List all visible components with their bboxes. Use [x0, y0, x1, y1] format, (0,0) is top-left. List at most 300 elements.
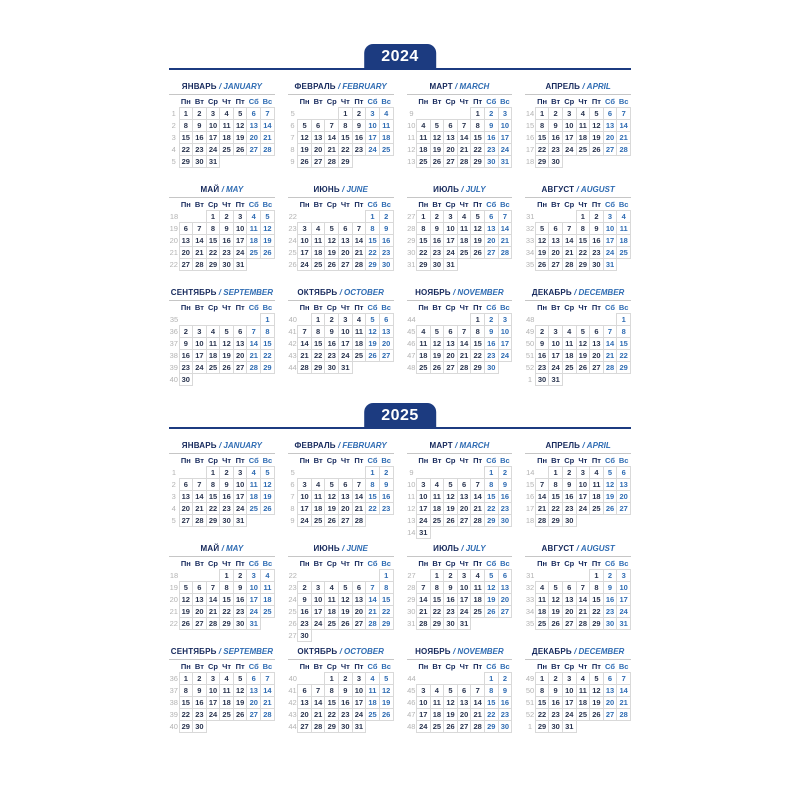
- week-number: 42: [288, 698, 297, 707]
- day-header-row: [288, 96, 393, 108]
- date-cell: 15: [617, 338, 631, 350]
- week-row: [407, 618, 512, 630]
- date-cell: 22: [379, 606, 393, 618]
- date-cell: 15: [535, 697, 549, 709]
- date-cell: 2: [444, 570, 458, 582]
- date-cell: 14: [247, 338, 261, 350]
- month-september-2024: [169, 288, 275, 391]
- day-header-Сб: Сб: [605, 97, 615, 106]
- month-grid: [288, 455, 394, 527]
- date-cell: 4: [311, 223, 325, 235]
- date-cell: 26: [379, 709, 393, 721]
- day-header-Ср: Ср: [445, 97, 456, 107]
- date-cell: 3: [352, 673, 366, 685]
- date-cell: 16: [379, 491, 393, 503]
- date-cell: 16: [220, 235, 234, 247]
- week-row: [288, 503, 393, 515]
- date-cell: 21: [562, 247, 576, 259]
- week-row: [525, 685, 630, 697]
- date-cell: 15: [549, 491, 563, 503]
- date-cell: 19: [576, 350, 590, 362]
- date-cell: 12: [220, 338, 234, 350]
- date-cell: 7: [298, 326, 312, 338]
- week-row: [169, 120, 274, 132]
- empty-cell: [444, 527, 458, 539]
- date-cell: 29: [206, 515, 220, 527]
- date-cell: 27: [247, 709, 261, 721]
- week-number: 21: [169, 248, 178, 257]
- date-cell: 22: [417, 247, 431, 259]
- day-header-row: [407, 302, 512, 314]
- date-cell: 15: [179, 132, 193, 144]
- date-cell: 1: [366, 467, 380, 479]
- date-cell: 18: [576, 697, 590, 709]
- date-cell: 21: [417, 606, 431, 618]
- date-cell: 27: [247, 144, 261, 156]
- date-cell: 9: [484, 326, 498, 338]
- week-row: [407, 467, 512, 479]
- date-cell: 29: [325, 721, 339, 733]
- date-cell: 24: [562, 144, 576, 156]
- date-cell: 2: [233, 570, 247, 582]
- date-cell: 5: [444, 479, 458, 491]
- date-cell: 5: [484, 570, 498, 582]
- date-cell: 29: [590, 618, 604, 630]
- week-row: [525, 362, 630, 374]
- date-cell: 1: [206, 467, 220, 479]
- day-header-Сб: Сб: [486, 303, 497, 312]
- date-cell: 24: [193, 362, 207, 374]
- day-header-Пн: Пн: [418, 662, 429, 672]
- week-number: 43: [288, 351, 297, 360]
- empty-cell: [193, 374, 207, 386]
- date-cell: 29: [549, 515, 563, 527]
- date-cell: 17: [352, 697, 366, 709]
- day-header-Вт: Вт: [194, 559, 204, 569]
- empty-cell: [430, 467, 444, 479]
- day-header-Чт: Чт: [340, 97, 350, 106]
- date-cell: 23: [193, 144, 207, 156]
- empty-cell: [352, 211, 366, 223]
- date-cell: 29: [339, 156, 353, 168]
- day-header-Ср: Ср: [564, 200, 575, 210]
- week-row: [169, 594, 274, 606]
- week-row: [407, 132, 512, 144]
- date-cell: 27: [298, 721, 312, 733]
- day-header-Чт: Чт: [578, 97, 588, 106]
- week-number: 5: [171, 157, 176, 166]
- date-cell: 13: [562, 594, 576, 606]
- date-cell: 11: [576, 685, 590, 697]
- day-header-Пн: Пн: [180, 97, 191, 106]
- week-number: 31: [526, 212, 535, 221]
- week-row: [525, 697, 630, 709]
- week-number: 27: [288, 631, 297, 640]
- week-row: [525, 223, 630, 235]
- week-number: 11: [407, 133, 416, 142]
- date-cell: 20: [247, 132, 261, 144]
- date-cell: 11: [220, 685, 234, 697]
- week-row: [169, 709, 274, 721]
- date-cell: 31: [352, 721, 366, 733]
- date-cell: 12: [590, 685, 604, 697]
- date-cell: 7: [261, 108, 275, 120]
- day-header-Пн: Пн: [418, 303, 429, 313]
- date-cell: 7: [261, 673, 275, 685]
- date-cell: 5: [233, 108, 247, 120]
- date-cell: 15: [220, 594, 234, 606]
- date-cell: 19: [535, 247, 549, 259]
- date-cell: 19: [261, 491, 275, 503]
- date-cell: 27: [352, 618, 366, 630]
- day-header-Вс: Вс: [262, 662, 273, 671]
- date-cell: 21: [193, 503, 207, 515]
- week-row: [288, 350, 393, 362]
- week-number: 37: [169, 339, 178, 348]
- date-cell: 1: [430, 570, 444, 582]
- week-number: 18: [169, 212, 179, 221]
- date-cell: 20: [193, 606, 207, 618]
- date-cell: 2: [535, 326, 549, 338]
- date-cell: 30: [484, 156, 498, 168]
- week-row: [288, 362, 393, 374]
- date-cell: 3: [206, 108, 220, 120]
- week-number: 18: [169, 571, 179, 580]
- date-cell: 14: [417, 594, 431, 606]
- date-cell: 23: [444, 606, 458, 618]
- day-header-Вт: Вт: [194, 200, 204, 210]
- day-header-Сб: Сб: [367, 200, 378, 209]
- month-grid: [525, 96, 631, 168]
- date-cell: 1: [576, 211, 590, 223]
- date-cell: 21: [193, 247, 207, 259]
- week-number: 5: [290, 109, 295, 118]
- day-header-Сб: Сб: [605, 456, 615, 465]
- date-cell: 19: [325, 503, 339, 515]
- date-cell: 7: [366, 582, 380, 594]
- day-header-Вт: Вт: [313, 303, 323, 312]
- day-header-Пт: Пт: [591, 662, 601, 671]
- week-number: 28: [407, 224, 416, 233]
- week-number: 31: [407, 260, 416, 269]
- week-number: 52: [525, 710, 535, 719]
- date-cell: 13: [379, 326, 393, 338]
- empty-cell: [366, 156, 380, 168]
- date-cell: 5: [261, 211, 275, 223]
- week-number: 9: [409, 109, 414, 118]
- date-cell: 29: [220, 618, 234, 630]
- empty-cell: [352, 630, 366, 642]
- day-header-Пт: Пт: [473, 200, 483, 209]
- date-cell: 18: [352, 338, 366, 350]
- day-header-Сб: Сб: [248, 662, 259, 671]
- week-number: 1: [171, 468, 177, 477]
- month-grid: [407, 558, 513, 630]
- date-cell: 17: [498, 132, 512, 144]
- empty-cell: [417, 314, 431, 326]
- date-cell: 18: [311, 503, 325, 515]
- empty-cell: [352, 570, 366, 582]
- date-cell: 7: [311, 685, 325, 697]
- date-cell: 28: [535, 515, 549, 527]
- date-cell: 19: [220, 350, 234, 362]
- date-cell: 24: [247, 606, 261, 618]
- month-divider: [407, 94, 513, 95]
- month-title: [288, 647, 394, 657]
- month-december-2025: [525, 647, 631, 750]
- week-number: 46: [407, 698, 416, 707]
- empty-cell: [417, 570, 431, 582]
- day-header-Вт: Вт: [551, 662, 561, 671]
- date-cell: 25: [311, 259, 325, 271]
- date-cell: 10: [352, 685, 366, 697]
- empty-cell: [220, 721, 234, 733]
- date-cell: 20: [179, 503, 193, 515]
- week-number: 10: [407, 121, 416, 130]
- week-number: 40: [288, 674, 297, 683]
- date-cell: 16: [220, 491, 234, 503]
- date-cell: 12: [325, 491, 339, 503]
- date-cell: 7: [247, 326, 261, 338]
- month-divider: [407, 453, 513, 454]
- week-number: 10: [407, 480, 416, 489]
- date-cell: 8: [261, 326, 275, 338]
- month-grid: [169, 455, 275, 527]
- week-number: 33: [525, 595, 535, 604]
- date-cell: 17: [617, 594, 631, 606]
- date-cell: 4: [617, 211, 631, 223]
- date-cell: 12: [325, 235, 339, 247]
- date-cell: 29: [484, 721, 498, 733]
- date-cell: 7: [325, 120, 339, 132]
- date-cell: 9: [220, 223, 234, 235]
- date-cell: 22: [206, 503, 220, 515]
- week-row: [169, 223, 274, 235]
- week-number: 8: [290, 145, 295, 154]
- day-header-Пт: Пт: [235, 559, 245, 568]
- date-cell: 14: [206, 594, 220, 606]
- date-cell: 3: [366, 108, 380, 120]
- month-title: [169, 82, 275, 92]
- date-cell: 16: [298, 606, 312, 618]
- date-cell: 14: [298, 338, 312, 350]
- empty-cell: [498, 362, 512, 374]
- date-cell: 8: [617, 326, 631, 338]
- empty-cell: [576, 156, 590, 168]
- week-row: [169, 697, 274, 709]
- day-header-Вс: Вс: [500, 662, 510, 671]
- week-number: 16: [525, 133, 535, 142]
- empty-cell: [498, 618, 512, 630]
- empty-cell: [311, 108, 325, 120]
- week-row: [169, 374, 274, 386]
- day-header-Ср: Ср: [445, 200, 456, 209]
- week-number-header: [525, 96, 535, 108]
- week-number: 12: [407, 504, 416, 513]
- date-cell: 26: [261, 247, 275, 259]
- date-cell: 27: [590, 362, 604, 374]
- date-cell: 27: [193, 618, 207, 630]
- date-cell: 13: [603, 685, 617, 697]
- date-cell: 4: [220, 673, 234, 685]
- date-cell: 4: [325, 582, 339, 594]
- week-number: 31: [407, 619, 416, 628]
- empty-cell: [325, 570, 339, 582]
- empty-cell: [233, 156, 247, 168]
- empty-cell: [576, 515, 590, 527]
- week-number: 22: [288, 212, 297, 221]
- day-header-Вс: Вс: [262, 97, 273, 106]
- date-cell: 27: [484, 247, 498, 259]
- date-cell: 25: [471, 606, 485, 618]
- month-divider: [407, 300, 513, 301]
- day-header-Чт: Чт: [578, 456, 588, 465]
- date-cell: 18: [562, 350, 576, 362]
- date-cell: 16: [498, 697, 512, 709]
- month-title: [407, 544, 513, 554]
- date-cell: 16: [484, 132, 498, 144]
- empty-cell: [298, 211, 312, 223]
- day-header-Чт: Чт: [222, 662, 232, 671]
- date-cell: 8: [206, 479, 220, 491]
- date-cell: 13: [444, 132, 458, 144]
- week-row: [288, 314, 393, 326]
- date-cell: 17: [298, 503, 312, 515]
- day-header-Ср: Ср: [207, 662, 218, 671]
- date-cell: 14: [311, 697, 325, 709]
- month-grid: [288, 302, 394, 374]
- date-cell: 15: [471, 132, 485, 144]
- date-cell: 14: [471, 491, 485, 503]
- week-row: [407, 527, 512, 539]
- date-cell: 5: [233, 673, 247, 685]
- week-number: 20: [169, 236, 178, 245]
- date-cell: 30: [535, 374, 549, 386]
- empty-cell: [233, 314, 247, 326]
- date-cell: 24: [603, 247, 617, 259]
- empty-cell: [366, 570, 380, 582]
- week-number: 45: [407, 686, 416, 695]
- date-cell: 6: [603, 673, 617, 685]
- date-cell: 5: [576, 326, 590, 338]
- week-row: [169, 259, 274, 271]
- week-number: 3: [171, 492, 176, 501]
- week-row: [288, 108, 393, 120]
- date-cell: 10: [247, 582, 261, 594]
- date-cell: 12: [603, 479, 617, 491]
- week-row: [288, 235, 393, 247]
- date-cell: 17: [603, 235, 617, 247]
- day-header-Чт: Чт: [459, 456, 469, 466]
- day-header-Пт: Пт: [591, 97, 601, 106]
- date-cell: 15: [379, 594, 393, 606]
- date-cell: 12: [535, 235, 549, 247]
- week-number: 44: [288, 722, 297, 731]
- month-divider: [288, 94, 394, 95]
- date-cell: 7: [471, 479, 485, 491]
- empty-cell: [233, 721, 247, 733]
- date-cell: 3: [457, 570, 471, 582]
- date-cell: 21: [311, 709, 325, 721]
- week-row: [169, 362, 274, 374]
- date-cell: 26: [179, 618, 193, 630]
- day-header-Сб: Сб: [367, 303, 378, 312]
- date-cell: 19: [233, 132, 247, 144]
- month-name-ru: ОКТЯБРЬ: [297, 288, 338, 297]
- date-cell: 28: [562, 259, 576, 271]
- week-number-header: [407, 558, 417, 570]
- day-header-Чт: Чт: [340, 456, 350, 466]
- date-cell: 30: [549, 721, 563, 733]
- date-cell: 13: [311, 132, 325, 144]
- year-section-2025: [169, 397, 631, 750]
- week-number: 27: [407, 571, 416, 580]
- empty-cell: [325, 108, 339, 120]
- date-cell: 19: [325, 247, 339, 259]
- day-header-Вт: Вт: [551, 97, 561, 106]
- day-header-Вс: Вс: [262, 303, 273, 312]
- week-number: 26: [288, 260, 297, 269]
- week-row: [407, 673, 512, 685]
- date-cell: 20: [590, 350, 604, 362]
- date-cell: 19: [430, 350, 444, 362]
- month-grid: [407, 302, 513, 374]
- day-header-Пт: Пт: [354, 97, 364, 106]
- date-cell: 6: [562, 582, 576, 594]
- month-name-ru: ИЮЛЬ: [433, 544, 460, 553]
- empty-cell: [535, 211, 549, 223]
- week-row: [169, 350, 274, 362]
- day-header-Вс: Вс: [262, 200, 273, 209]
- date-cell: 2: [379, 211, 393, 223]
- date-cell: 16: [233, 594, 247, 606]
- date-cell: 13: [549, 235, 563, 247]
- week-number-header: [169, 302, 179, 314]
- month-name-ru: МАРТ: [429, 441, 453, 450]
- month-name-ru: СЕНТЯБРЬ: [170, 288, 217, 297]
- date-cell: 4: [430, 685, 444, 697]
- empty-cell: [261, 515, 275, 527]
- day-header-Пт: Пт: [473, 662, 483, 672]
- date-cell: 25: [247, 247, 261, 259]
- week-number: 36: [169, 327, 178, 336]
- date-cell: 24: [352, 709, 366, 721]
- week-row: [525, 314, 630, 326]
- date-cell: 27: [444, 362, 458, 374]
- week-number-header: [525, 302, 535, 314]
- date-cell: 8: [576, 223, 590, 235]
- date-cell: 24: [444, 247, 458, 259]
- date-cell: 22: [311, 350, 325, 362]
- day-header-Вс: Вс: [618, 662, 629, 671]
- date-cell: 1: [339, 108, 353, 120]
- month-name-ru: ДЕКАБРЬ: [531, 647, 572, 656]
- date-cell: 1: [220, 570, 234, 582]
- empty-cell: [576, 721, 590, 733]
- date-cell: 14: [535, 491, 549, 503]
- date-cell: 18: [206, 350, 220, 362]
- week-number: 25: [288, 607, 297, 616]
- day-header-Чт: Чт: [459, 559, 469, 568]
- date-cell: 24: [233, 247, 247, 259]
- day-header-Вт: Вт: [551, 456, 561, 465]
- week-number-header: [288, 455, 298, 467]
- date-cell: 26: [220, 362, 234, 374]
- empty-cell: [298, 673, 312, 685]
- day-header-Сб: Сб: [367, 662, 378, 671]
- date-cell: 10: [417, 697, 431, 709]
- date-cell: 26: [484, 606, 498, 618]
